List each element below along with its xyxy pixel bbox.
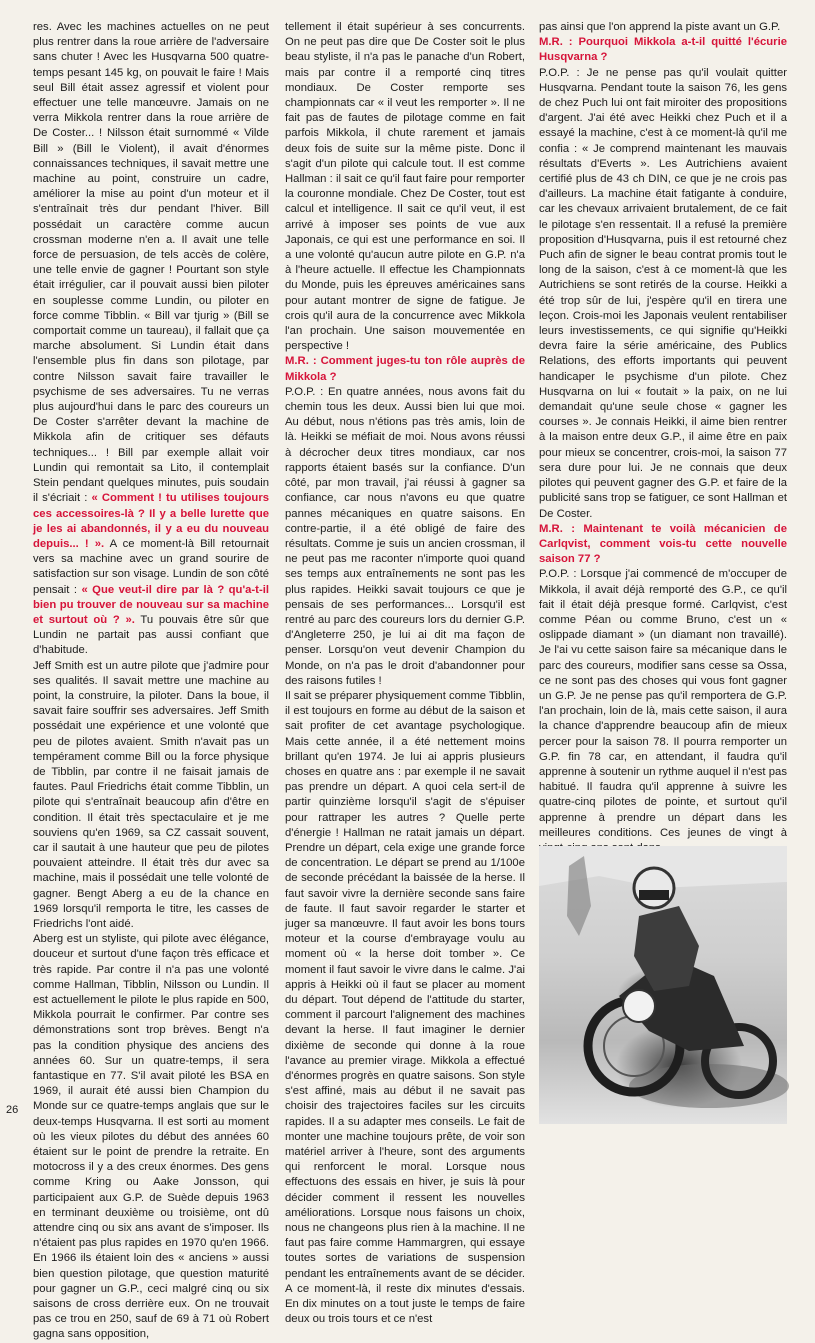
interview-highlight: M.R. : Pourquoi Mikkola a-t-il quitté l'écurie Husqvarna ? (539, 36, 787, 64)
body-text: Il sait se préparer physiquement comme Tibblin, il est toujours en forme au début de la saison et sait profiter de cet avantage psychologique. Mais cette année, il a été nettement moins brillant qu'en 1974. Je lui ai appris plusieurs choses en quatre ans : par exemple il ne savait pas prendre un départ. A quoi cela sert-il de partir quinzième lorsqu'il s'agit de s'épuiser pour rattraper les autres ? Quelle perte d'énergie ! Hallman ne ratait jamais un départ. Prendre un départ, cela exige une grande force de concentration. Le départ se prend au 1/100e de seconde précédant la baissée de la herse. Il faut savoir vivre la dernière seconde sans faire de faute. Il faut savoir regarder le starter et juger sa manœuvre. Il faut avoir les bons tours moteur et la course d'embrayage voulu au moment où « la herse doit tomber ». Ce moment il faut savoir le vivre dans le calme. J'ai appris à Heikki où il faut se placer au moment du départ. Tout dépend de l'attitude du starter, comment il parcourt l'alignement des machines devant la herse. Il faut imaginer le dernier dixième de seconde qui donne à la roue l'avance au premier virage. Mikkola a effectué d'énormes progrès en quatre saisons. Son style s'est affiné, mais au début il ne savait pas choisir des trajectoires faciles sur les circuits rapides. Il a su adapter mes conseils. Le fait de monter une machine toujours prête, de voir son matériel arriver à l'heure, sont des arguments qui renforcent le moral. Lorsque nous effectuons des essais en hiver, je suis là pour décider comment il ressent les nouvelles améliorations. Lorsque nous faisons un choix, nous ne changeons plus rien à la machine. Il ne faut pas faire comme Hammargren, qui essaye toutes sortes de variations de suspension pendant les entraînements avant de se décider. A ce moment-là, il reste dix minutes d'essais. En dix minutes on a tout juste le temps de faire deux ou trois tours et ce n'est (285, 689, 525, 1326)
column-text (539, 20, 787, 856)
body-text: Jeff Smith est un autre pilote que j'admire pour ses qualités. Il savait mettre une machine au point, la construire, la piloter. Dans la boue, il savait faire souffrir ses adversaires. Jeff Smith possédait une expérience et une volonté que peu de pilotes avaient. Smith n'avait pas un tempérament comme Bill ou la force physique de Tibblin, par contre il ne faisait jamais de fautes. Paul Friedrichs était comme Tibblin, un pilote qui s'entraînait beaucoup afin d'être en condition. Il était très spectaculaire et je me souviens qu'en 1969, sa CZ cassait souvent, car il sautait à une hauteur que peu de pilotes pouvaient atteindre. Il était très dur avec sa machine, mais il possédait une telle volonté de gagner. Bengt Aberg a eu de la chance en 1969 lorsqu'il remporta le titre, les casses de Friedrichs l'ont aidé. (33, 659, 269, 930)
body-text: P.O.P. : En quatre années, nous avons fait du chemin tous les deux. Aussi bien lui que moi. Au début, nous n'étions pas très amis, loin de là. Heikki se méfiait de moi. Nous avons réussi à décrocher deux titres mondiaux, car nos rapports étaient basés sur la confiance. D'un côté, par mon travail, j'ai réussi à gagner sa confiance, car nous n'avons eu que quatre pannes mécaniques en quatre saisons. En contre-partie, il a été obligé de faire des résultats. Comme je suis un ancien crossman, il ne peut pas me raconter n'importe quoi quand ses temps aux entraînements ne sont pas les plus rapides. Heikki savait toujours ce que je pensais de ses performances... Lorsqu'il est rentré au parc des coureurs lors du dernier G.P. d'Angleterre 250, je lui ai dit ma façon de penser. Lorsqu'on veut devenir Champion du Monde, on n'a pas le droit d'abandonner pour des raisons futiles ! (285, 385, 525, 687)
interview-highlight: M.R. : Comment juges-tu ton rôle auprès de Mikkola ? (285, 355, 525, 383)
text-column-3 (539, 20, 787, 840)
body-text: res. Avec les machines actuelles on ne peut plus rentrer dans la roue arrière de l'adversaire sans chuter ! Avec les Husqvarna 500 quatre-temps pesant 145 kg, on pouvait le faire ! Mais seul Bill était assez agressif et violent pour effectuer une telle manœuvre. Jamais on ne verra Mikkola rentrer dans la roue arrière de De Coster... ! Nilsson était surnommé « Vilde Bill » (Bill le Violent), il avait d'énormes connaissances techniques, il savait mettre une machine au point, construire un cadre, améliorer la mise au point d'un moteur et il s'entraînait très dur pendant l'hiver. Bill possédait un caractère comme aucun crossman moderne n'en a. Il avait une telle force de persuasion, de tels accès de colère, une telle envie de gagner ! Pourtant son style était irrégulier, car il pouvait aussi bien piloter en souplesse comme Lundin, ou piloter en force comme Tibblin. « Bill var tjurig » (Bill se comportait comme un taureau), il fallait que ça marche absolument. Si Lundin était dans l'ensemble plus fin dans son pilotage, par contre Nilsson savait faire travailler le psychisme de ses adversaires. Tu ne verras plus aujourd'hui dans le parc des coureurs un De Coster s'arrêter devant la machine de Mikkola afin de critiquer ses défauts techniques... ! Bill par exemple allait voir Lundin qui remontait sa Lito, il contemplait Stein pendant quelques minutes, puis soudain il s'écriait : (33, 21, 269, 505)
rider-illustration (539, 846, 787, 1124)
text-column-1 (33, 20, 269, 1341)
body-text: P.O.P. : Je ne pense pas qu'il voulait quitter Husqvarna. Pendant toute la saison 76, les gens de chez Puch lui ont fait miroiter des propositions d'argent. J'ai été avec Heikki chez Puch et il a essayé la machine, c'est à ce moment-là qu'il me confia : « Je comprend maintenant les mauvais résultats d'Everts ». Les Autrichiens avaient certifié plus de 43 ch DIN, ce que je ne crois pas d'ailleurs. La machine était fatigante à conduire, car les chevaux arrivaient brutalement, de ce fait le pilotage s'en ressentait. Il a refusé la première proposition d'Husqvarna, puis il est retourné chez Puch afin de signer le beau contrat promis tout le long de la saison, c'est à ce moment-là que les Autrichiens se sont retirés de la course. Heikki a été trop sûr de lui, j'espère qu'il en tirera une leçon. Crois-moi les Japonais veulent rentabiliser leurs investissements, ce qui signifie qu'Heikki devra faire la série américaine, des Publics Relations, des efforts importants qui peuvent handicaper le psychisme d'un pilote. Chez Husqvarna on lui « foutait » la paix, on ne lui demandait qu'une seule chose « gagner les courses ». Je connais Heikki, il aime bien rentrer à la maison entre deux G.P., il aime être en paix pour mieux se concentrer, crois-moi, la saison 77 sera dure pour lui. Je ne connais que deux pilotes qui peuvent gagner des G.P. et faire de la publicité sans trop se fatiguer, ce sont Hallman et De Coster. (539, 66, 787, 520)
page-number: 26 (6, 1104, 19, 1116)
text-column-2 (285, 20, 525, 1326)
body-text: Aberg est un styliste, qui pilote avec élégance, douceur et surtout d'une façon très efficace et très rapide. Par contre il n'a pas une volonté comme Hallman, Tibblin, Nilsson ou Lundin. Il est actuellement le pilote le plus rapide en 500, Mikkola pourrait le confirmer. Par contre ses démonstrations sont trop brèves. Bengt n'a pas la condition physique des anciens des années 60. Sur un quatre-temps, il sera fantastique en 77. S'il avait piloté les BSA en 1969, il aurait été aussi bien Champion du Monde sur ce quatre-temps anglais que sur le deux-temps Husqvarna. Il est sorti au moment où les vieux pilotes du début des années 60 étaient sur le point de prendre la retraite. En motocross il y a des creux énormes. Des gens comme Kring ou Aake Jonsson, qui participaient aux G.P. de Suède depuis 1963 en terminant deuxième ou troisième, ont dû attendre cinq ou six ans avant de s'imposer. Ils n'étaient pas plus rapides en 1970 qu'en 1966. En 1966 ils étaient loin des « anciens » aussi bien question pilotage, que question maturité pour gagner un G.P., ceci malgré cinq ou six saisons de cross derrière eux. On ne trouvait pas ce trou en 250, sauf de 69 à 71 où Robert gagna sans opposition, (33, 933, 269, 1341)
column-text (33, 20, 269, 1343)
interview-highlight: « Que veut-il dire par là ? qu'a-t-il bien pu trouver de nouveau sur sa machine et surtout où ? ». (33, 583, 269, 626)
body-text: Tu pouvais être sûr que Lundin ne partait pas aussi confiant que d'habitude. (33, 613, 269, 657)
body-text: A ce moment-là Bill retournait vers sa machine avec un grand sourire de satisfaction sur son visage. Lundin de son côté pensait : (33, 537, 269, 596)
interview-highlight: « Comment ! tu utilises toujours ces accessoires-là ? Il y a belle lurette que je les ai abandonnés, il y a eu du nouveau depuis... ! ». (33, 492, 269, 550)
motocross-photo (539, 846, 787, 1124)
body-text: P.O.P. : Lorsque j'ai commencé de m'occuper de Mikkola, il avait déjà remporté des G.P., ce qu'il fait il était déjà presque formé. Carlqvist, c'est comme Péan ou comme Bruno, c'est un « oslippade diamant » (un diamant non travaillé). Je l'ai vu cette saison faire sa mécanique dans le parc des coureurs, modifier sans cesse sa Ossa, ce ne sont pas des choses qui vous font gagner un G.P. Je ne pense pas qu'il remportera de G.P. l'an prochain, loin de là, mais cette saison, il aura la chance d'apprendre beaucoup afin de mieux percer pour la saison 78. Il pourra remporter un G.P. fin 78 car, en attendant, il faudra qu'il apprenne à soutenir un rythme auquel il n'est pas habitué. Il faudra qu'il apprenne à suivre les quatre-cinq pilotes de pointe, et surtout qu'il apprenne à prendre un départ dans les meilleures conditions. Ces jeunes de vingt à (539, 568, 787, 839)
body-text: pas ainsi que l'on apprend la piste avant un G.P. (539, 21, 781, 33)
body-text: tellement il était supérieur à ses concurrents. On ne peut pas dire que De Coster soit le plus beau styliste, il n'a pas le panache d'un Robert, mais par contre il a remporté cinq titres mondiaux. De Coster remporte ses championnats car « il veut les remporter ». Il ne fait pas de fautes de pilotage comme en fait parfois Mikkola, il chute rarement et jamais deux fois de suite sur la même piste. Donc il s'agit d'un pilote qui calcule tout. Il est comme Hallman : il sait ce qu'il faut faire pour remporter la couronne mondiale. Chez De Coster, tout est calcul et intelligence. Il sait ce qu'il veut, il est arrivé à imposer ses points de vue aux Japonais, ce qui est une performance en soi. Il a une volonté qu'aucun autre pilote en G.P. n'a à l'heure actuelle. Il effectue les Championnats du Monde, puis les épreuves américaines sans pour autant montrer de signe de fatigue. Je crois qu'il aura de la concurrence avec Mikkola l'an prochain. Une saison mouvementée en perspective ! (285, 21, 525, 353)
interview-highlight: M.R. : Maintenant te voilà mécanicien de Carlqvist, comment vois-tu cette nouvelle saison 77 ? (539, 522, 787, 566)
column-text (285, 20, 525, 1327)
